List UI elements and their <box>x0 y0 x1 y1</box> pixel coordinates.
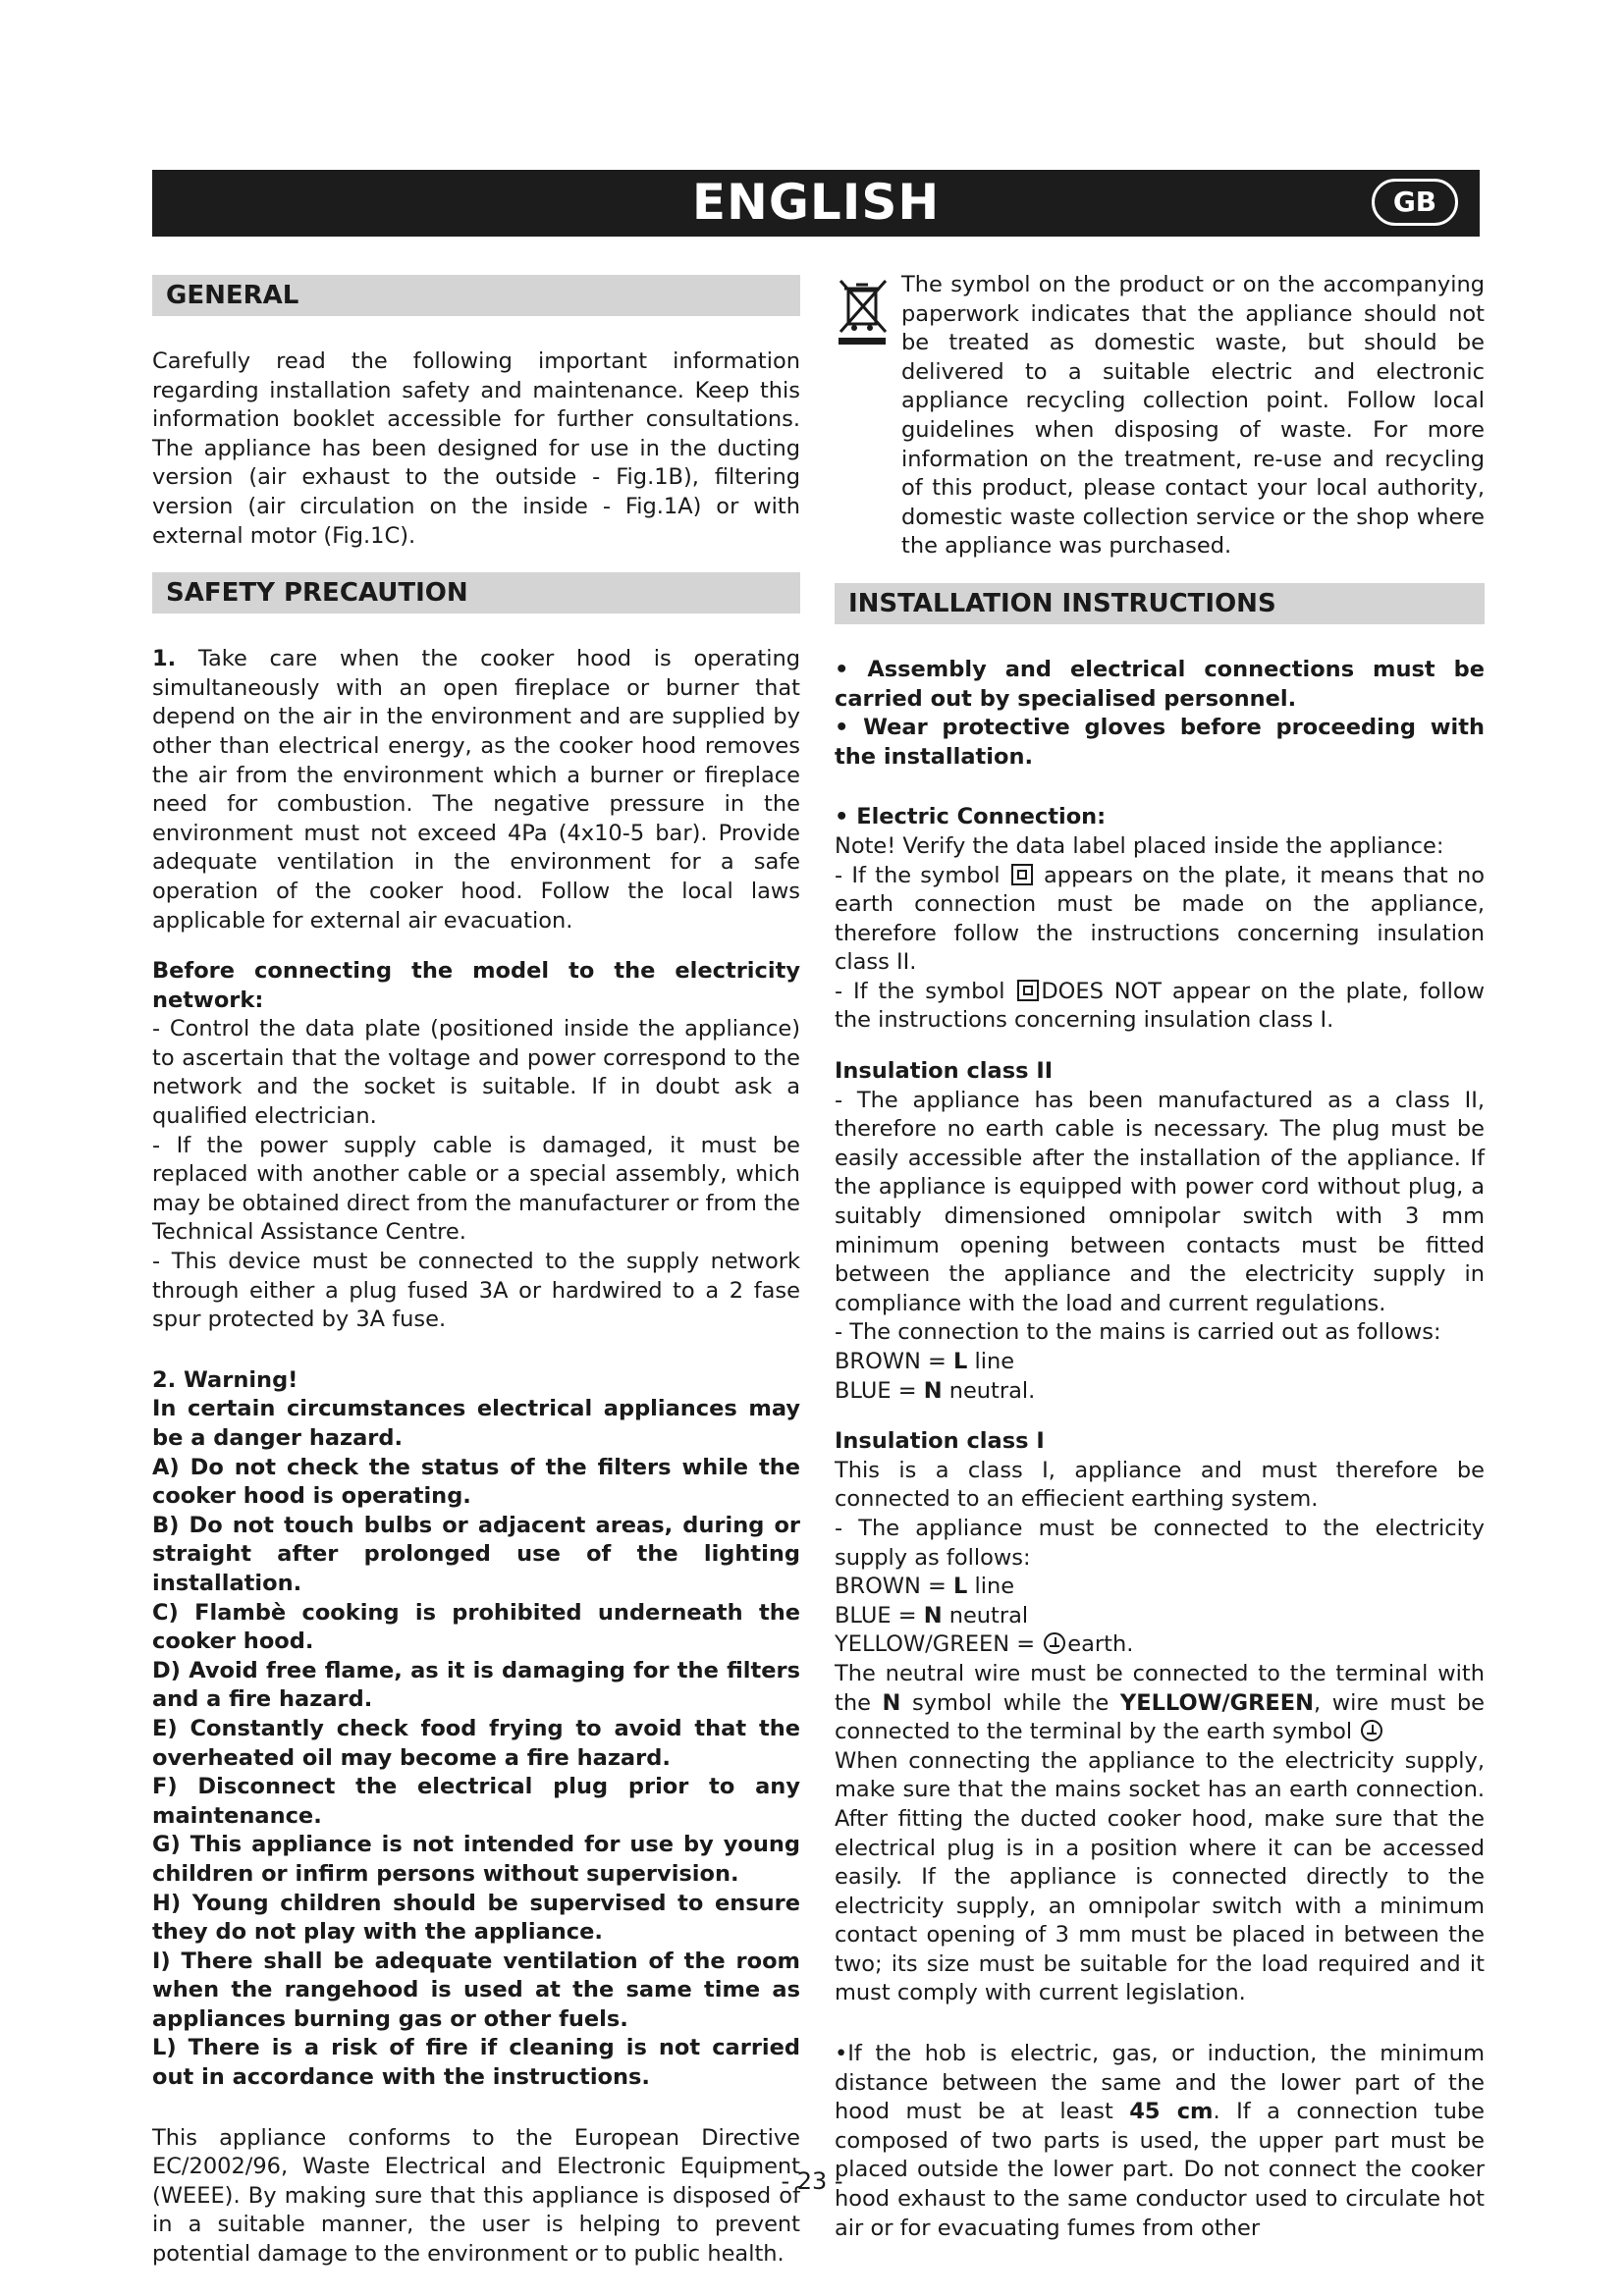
weee-notice <box>835 271 1485 561</box>
installation-heading: INSTALLATION INSTRUCTIONS <box>835 583 1485 624</box>
electric-rule-text: - If the symbol <box>835 978 1005 1004</box>
warning-item: L) There is a risk of fire if cleaning is not carried out in accordance with the instructions. <box>152 2035 800 2091</box>
earth-icon <box>1044 1632 1065 1654</box>
wire-label: BLUE = <box>835 1602 924 1629</box>
neutral-letter: N <box>882 1689 901 1716</box>
hob-distance-text <box>835 2040 1485 2243</box>
double-insulation-icon <box>1011 864 1033 885</box>
wire-label: YELLOW/GREEN = <box>835 1631 1043 1658</box>
weee-text-content: The symbol on the product or on the accompanying paperwork indicates that the appliance should not be treated as domestic waste, but should be delivered to a suitable electric and electronic appliance recycling collection point. Follow local guidelines when disposing of waste. For more information on the treatment, re-use and recycling of this product, please contact your local authority, domestic waste collection service or the shop where the appliance was purchased. <box>901 272 1485 560</box>
wire-label: line <box>967 1574 1015 1600</box>
left-column <box>152 275 800 2269</box>
insulation-class-1-text: - The appliance must be connected to the electricity supply as follows: <box>835 1515 1485 1571</box>
warning-title: 2. Warning! <box>152 1366 298 1393</box>
neutral-text: The neutral wire must be connected to the terminal with the <box>835 1660 1485 1716</box>
wire-letter: N <box>923 1602 943 1629</box>
installation-note: • Assembly and electrical connections must be carried out by specialised personnel. <box>835 656 1485 712</box>
before-connecting-item: - Control the data plate (positioned inside the appliance) to ascertain that the voltage and power correspond to the network and the socket is suitable. If in doubt ask a qualified electrician. <box>152 1016 800 1130</box>
wire-letter: N <box>923 1377 943 1404</box>
electric-note: Note! Verify the data label placed inside the appliance: <box>835 832 1444 859</box>
warning-item: I) There shall be adequate ventilation of the room when the rangehood is used at the same time as appliances burning gas or other fuels. <box>152 1948 800 2032</box>
electric-rule-class2 <box>835 862 1485 978</box>
warning-item: B) Do not touch bulbs or adjacent areas, during or straight after prolonged use of the lighting installation. <box>152 1512 800 1596</box>
language-title: ENGLISH <box>691 174 941 231</box>
insulation-class-1-text: This is a class I, appliance and must therefore be connected to an effiecient earthing system. <box>835 1457 1485 1513</box>
yellow-green-label: YELLOW/GREEN <box>1119 1689 1314 1716</box>
safety-item-1-number: 1. <box>152 646 177 672</box>
connect-text: When connecting the appliance to the electricity supply, make sure that the mains socket has an earth connection. After fitting the ducted cooker hood, make sure that the electrical plug is in a position where it can be accessed easily. If the appliance is connected directly to the electricity supply, an omnipolar switch with a minimum contact opening of 3 mm must be placed in between the two; its size must be suitable for the load required and it must comply with current legislation. <box>835 1747 1485 2006</box>
warning-item: G) This appliance is not intended for use by young children or infirm persons without supervision. <box>152 1832 800 1887</box>
safety-item-1 <box>152 645 800 935</box>
wire-label: line <box>967 1349 1015 1374</box>
electric-rule-class1 <box>835 978 1485 1036</box>
right-column <box>835 271 1485 2243</box>
neutral-wire-text <box>835 1660 1485 1747</box>
wire-label: BROWN = <box>835 1349 954 1374</box>
installation-note: • Wear protective gloves before proceeding with the installation. <box>835 715 1485 770</box>
electric-rule-text: DOES NOT appear on the plate, follow the instructions concerning insulation class I. <box>835 978 1486 1034</box>
safety-heading: SAFETY PRECAUTION <box>152 572 800 614</box>
electric-connection-heading: • Electric Connection: <box>835 804 1107 830</box>
wire-label: BROWN = <box>835 1574 954 1600</box>
wire-letter: L <box>953 1574 968 1600</box>
insulation-class-2-text: - The appliance has been manufactured as a class II, therefore no earth cable is necessary. The plug must be easily accessible after the installation of the appliance. If the appliance is equipped with power cord without plug, a suitably dimensioned omnipolar switch with 3 mm minimum opening between contacts must be fitted between the appliance and the electricity supply in compliance with the load and current regulations. <box>835 1087 1485 1316</box>
warning-item: E) Constantly check food frying to avoid that the overheated oil may become a fire hazard. <box>152 1715 800 1771</box>
wire-blue <box>835 1377 1485 1407</box>
weee-directive-text: This appliance conforms to the European Directive EC/2002/96, Waste Electrical and Electronic Equipment (WEEE). By making sure that this appliance is disposed of in a suitable manner, the user is helping to prevent potential damage to the environment or to public health. <box>152 2124 800 2268</box>
hob-text: . If a connection tube composed of two parts is used, the upper part must be placed outside the lower part. Do not connect the cooker hood exhaust to the same conductor used to circulate hot air or for evacuating fumes from other <box>835 2099 1485 2241</box>
wire-label: neutral <box>942 1602 1029 1629</box>
general-text: Carefully read the following important information regarding installation safety and maintenance. Keep this information booklet accessible for further consultations. The appliance has been designed for use in the ducting version (air exhaust to the outside - Fig.1B), filtering version (air circulation on the inside - Fig.1A) or with external motor (Fig.1C). <box>152 348 800 549</box>
hob-text: •If the hob is electric, gas, or induction, the minimum distance between the same and the lower part of the hood must be at least <box>835 2041 1485 2125</box>
wire-brown <box>835 1573 1485 1602</box>
warning-intro: In certain circumstances electrical appliances may be a danger hazard. <box>152 1396 800 1451</box>
warning-item: A) Do not check the status of the filters while the cooker hood is operating. <box>152 1454 800 1510</box>
insulation-class-2-heading: Insulation class II <box>835 1058 1054 1085</box>
country-badge: GB <box>1372 179 1458 226</box>
wire-label: neutral. <box>942 1377 1036 1404</box>
warning-item: H) Young children should be supervised to ensure they do not play with the appliance. <box>152 1890 800 1946</box>
weee-text <box>835 271 1485 561</box>
warning-item: D) Avoid free flame, as it is damaging for the filters and a fire hazard. <box>152 1657 800 1713</box>
wire-yellow-green <box>835 1630 1485 1660</box>
crossed-bin-icon <box>835 275 892 346</box>
wire-label: earth. <box>1067 1631 1134 1658</box>
warning-item: F) Disconnect the electrical plug prior to any maintenance. <box>152 1774 800 1829</box>
warning-item: C) Flambè cooking is prohibited underneath the cooker hood. <box>152 1599 800 1655</box>
wire-label: BLUE = <box>835 1377 924 1404</box>
safety-item-1-text: Take care when the cooker hood is operating simultaneously with an open fireplace or burner that depend on the air in the environment and are supplied by other than electrical energy, as the cooker hood removes the air from the environment which a burner or fireplace need for combustion. The negative pressure in the environment must not exceed 4Pa (4x10-5 bar). Provide adequate ventilation in the environment for a safe operation of the cooker hood. Follow the local laws applicable for external air evacuation. <box>152 646 800 934</box>
mains-connection-text: - The connection to the mains is carried out as follows: <box>835 1319 1441 1346</box>
neutral-text: symbol while the <box>900 1689 1120 1716</box>
hob-distance-value: 45 cm <box>1129 2099 1214 2125</box>
language-banner <box>152 170 1480 237</box>
wire-blue <box>835 1602 1485 1631</box>
page-number: - 23 - <box>781 2167 843 2195</box>
wire-letter: L <box>953 1349 968 1374</box>
electric-rule-text: appears on the plate, it means that no earth connection must be made on the appliance, therefore follow the instructions concerning insulation class II. <box>835 862 1485 976</box>
general-heading: GENERAL <box>152 275 800 316</box>
neutral-text: , wire must be connected to the terminal by the earth symbol <box>835 1689 1485 1745</box>
before-connecting-item: - This device must be connected to the supply network through either a plug fused 3A or hardwired to a 2 fase spur protected by 3A fuse. <box>152 1249 800 1333</box>
before-connecting-heading: Before connecting the model to the electricity network: <box>152 958 800 1013</box>
wire-brown <box>835 1348 1485 1377</box>
double-insulation-icon <box>1017 980 1039 1001</box>
electric-rule-text: - If the symbol <box>835 862 1001 888</box>
before-connecting-item: - If the power supply cable is damaged, it must be replaced with another cable or a special assembly, which may be obtained direct from the manufacturer or from the Technical Assistance Centre. <box>152 1132 800 1246</box>
insulation-class-1-heading: Insulation class I <box>835 1428 1045 1455</box>
earth-icon <box>1361 1720 1382 1741</box>
